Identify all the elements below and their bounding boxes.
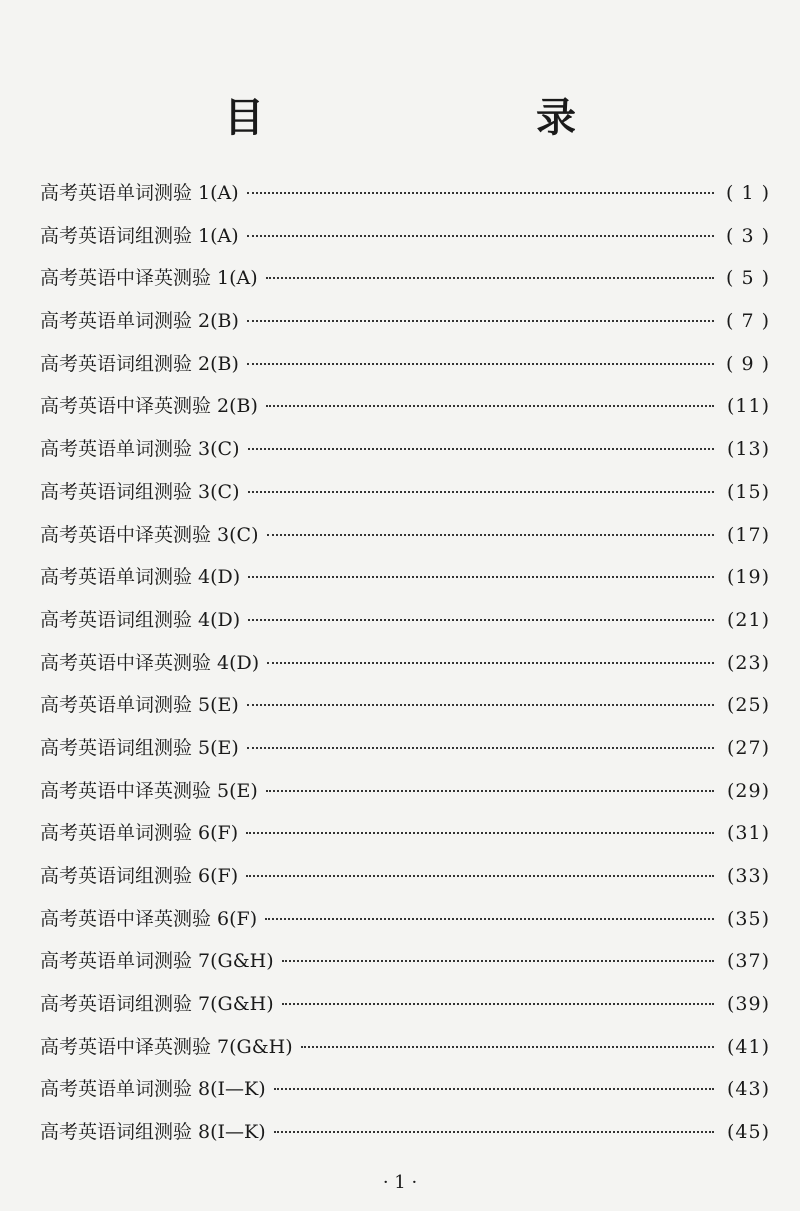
toc-entry[interactable] <box>40 263 770 306</box>
table-of-contents <box>40 178 770 1160</box>
toc-entry[interactable] <box>40 989 770 1032</box>
toc-entry-page: (33) <box>726 865 770 887</box>
toc-entry[interactable] <box>40 349 770 392</box>
toc-entry-title: 高考英语中译英测验 1(A) <box>40 267 258 290</box>
toc-entry-page: (35) <box>726 907 770 930</box>
toc-entry-title: 高考英语单词测验 8(I—K) <box>40 1078 266 1101</box>
dot-leader <box>247 320 714 322</box>
toc-entry[interactable] <box>40 904 770 947</box>
dot-leader <box>248 491 715 493</box>
toc-entry-page: ( 9 ) <box>726 352 770 375</box>
toc-entry-title: 高考英语单词测验 6(F) <box>40 822 239 845</box>
toc-entry-title: 高考英语中译英测验 4(D) <box>40 651 260 674</box>
dot-leader <box>247 363 714 365</box>
dot-leader <box>274 1131 714 1133</box>
toc-entry-page: (43) <box>726 1078 770 1101</box>
toc-entry-page: ( 7 ) <box>726 310 770 333</box>
toc-entry-title: 高考英语中译英测验 5(E) <box>40 779 258 802</box>
dot-leader <box>246 875 714 877</box>
toc-entry-title: 高考英语词组测验 1(A) <box>40 224 239 247</box>
toc-entry-title: 高考英语词组测验 5(E) <box>40 736 239 759</box>
toc-entry-page: (29) <box>726 779 770 802</box>
toc-entry-page: (27) <box>726 736 770 759</box>
toc-entry[interactable] <box>40 818 770 861</box>
toc-entry[interactable] <box>40 946 770 989</box>
toc-entry[interactable] <box>40 306 770 349</box>
dot-leader <box>265 918 714 920</box>
toc-entry-title: 高考英语词组测验 4(D) <box>40 608 241 631</box>
toc-entry-page: (19) <box>726 566 770 589</box>
toc-entry-page: (25) <box>726 694 770 717</box>
toc-entry[interactable] <box>40 221 770 264</box>
toc-entry-title: 高考英语中译英测验 2(B) <box>40 395 258 418</box>
toc-entry-page: (41) <box>726 1035 770 1058</box>
toc-entry-title: 高考英语单词测验 5(E) <box>40 694 239 717</box>
toc-entry[interactable] <box>40 1074 770 1117</box>
toc-entry[interactable] <box>40 861 770 904</box>
toc-entry-title: 高考英语中译英测验 6(F) <box>40 907 258 930</box>
dot-leader <box>267 662 714 664</box>
page-title: 目 录 <box>224 94 640 141</box>
dot-leader <box>274 1088 714 1090</box>
toc-entry[interactable] <box>40 178 770 221</box>
toc-entry-title: 高考英语单词测验 7(G&H) <box>40 950 274 973</box>
toc-entry-title: 高考英语中译英测验 3(C) <box>40 523 259 546</box>
dot-leader <box>267 534 715 536</box>
toc-entry-title: 高考英语词组测验 8(I—K) <box>40 1121 266 1144</box>
toc-entry[interactable] <box>40 1032 770 1075</box>
toc-entry-page: (31) <box>726 822 770 845</box>
toc-entry-page: (17) <box>726 523 770 546</box>
toc-entry-page: (23) <box>726 651 770 674</box>
toc-entry[interactable] <box>40 605 770 648</box>
dot-leader <box>246 832 714 834</box>
toc-entry[interactable] <box>40 690 770 733</box>
toc-entry[interactable] <box>40 434 770 477</box>
dot-leader <box>248 448 715 450</box>
dot-leader <box>247 747 714 749</box>
toc-entry[interactable] <box>40 776 770 819</box>
dot-leader <box>282 1003 714 1005</box>
toc-entry-page: ( 3 ) <box>726 224 770 247</box>
toc-entry[interactable] <box>40 520 770 563</box>
dot-leader <box>266 277 714 279</box>
dot-leader <box>301 1046 714 1048</box>
toc-entry-page: (11) <box>726 395 770 418</box>
toc-entry[interactable] <box>40 477 770 520</box>
dot-leader <box>248 576 714 578</box>
toc-entry-title: 高考英语词组测验 6(F) <box>40 865 239 887</box>
toc-entry-page: (45) <box>726 1121 770 1144</box>
toc-entry-title: 高考英语中译英测验 7(G&H) <box>40 1035 293 1058</box>
toc-entry-title: 高考英语词组测验 2(B) <box>40 352 239 375</box>
toc-entry-page: (13) <box>726 438 770 461</box>
page-number: · 1 · <box>382 1172 418 1193</box>
dot-leader <box>266 405 714 407</box>
toc-entry-page: (39) <box>726 993 770 1016</box>
dot-leader <box>282 960 714 962</box>
dot-leader <box>247 235 714 237</box>
dot-leader <box>266 790 714 792</box>
toc-entry-title: 高考英语单词测验 3(C) <box>40 438 240 461</box>
toc-entry-page: (21) <box>726 608 770 631</box>
toc-entry-title: 高考英语词组测验 3(C) <box>40 480 240 503</box>
dot-leader <box>247 704 714 706</box>
dot-leader <box>248 619 714 621</box>
toc-entry-page: ( 1 ) <box>726 182 770 204</box>
toc-entry-title: 高考英语单词测验 1(A) <box>40 182 239 204</box>
toc-entry[interactable] <box>40 733 770 776</box>
toc-entry[interactable] <box>40 562 770 605</box>
toc-entry-title: 高考英语单词测验 4(D) <box>40 566 241 589</box>
toc-entry[interactable] <box>40 391 770 434</box>
toc-entry-page: ( 5 ) <box>726 267 770 290</box>
toc-entry-title: 高考英语词组测验 7(G&H) <box>40 993 274 1016</box>
toc-entry[interactable] <box>40 1117 770 1160</box>
toc-entry-page: (15) <box>726 480 770 503</box>
toc-entry-page: (37) <box>726 950 770 973</box>
toc-entry-title: 高考英语单词测验 2(B) <box>40 310 239 333</box>
dot-leader <box>247 192 714 194</box>
toc-entry[interactable] <box>40 648 770 691</box>
